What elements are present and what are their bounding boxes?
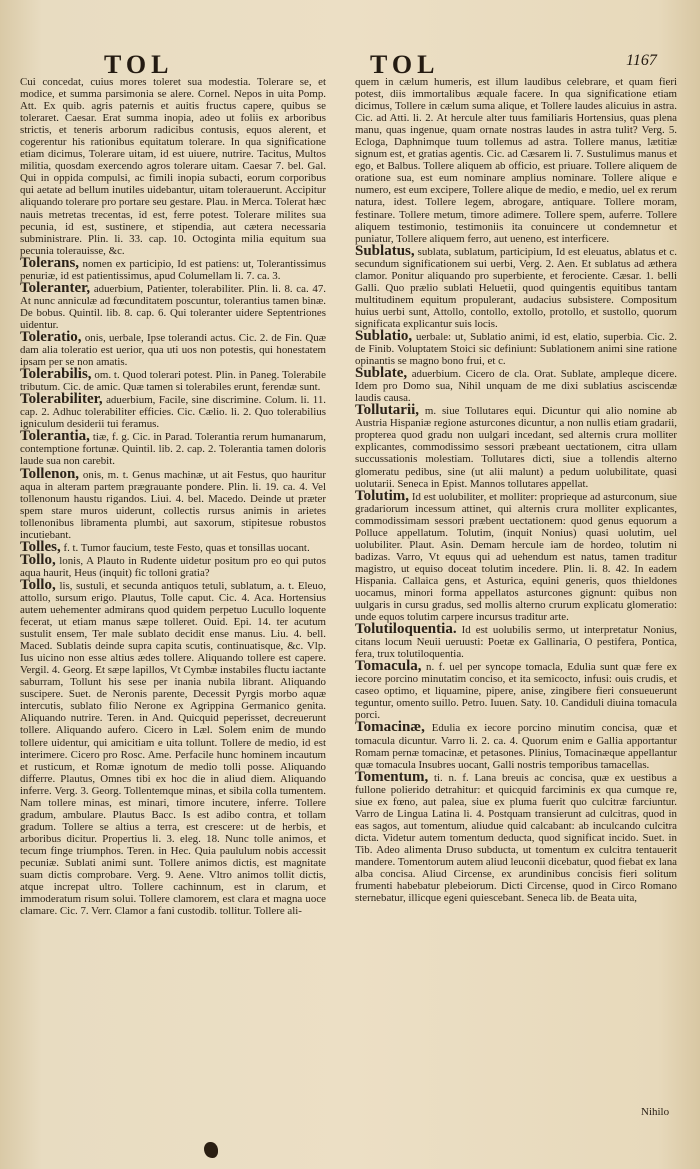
dictionary-entry [20,465,326,541]
entry-headword: Tollo, [20,576,56,593]
dictionary-entry [20,551,326,579]
entry-text: lis, sustuli, et secunda antiquos tetuli, sublatum, a. t. Eleuo, attollo, sursum erigo. Plautus, Tolle caput. Cic. 4. Aca. Hortensius autem uehementer admirans quod quidem perpetuo Lucullo loquente fecerat, ut etiam manus sæpe tolleret. Ouid. Epi. 14. ter acutum sustulit ensem, Ter male sublato decidit ense manus. Liu. 4. bell. Maced. Sublatis deinde supra capita scutis, continuatisque, &c. Vlp. Ius uicino non esse altius ædes tollere. Aliquando tollere est capere. Vergil. 4. Georg. Et sæpe lapillos, Vt Cymbæ instabiles fluctu iactante saburram, Tollunt his sese per inania nubila librant. Aliquando suscipere. Suet. de Neronis parente, Decessit Pyrgis morbo aquæ intercutis, sublato filio Nerone ex Agrippina Germanico genita. Aliquando nutrire. Teren. in And. Quicquid peperisset, decreuerunt tollere. Aliquando aufero. Cicero in Læl. Solem enim de mundo tollere uidentur, qui amicitiam e uita tollunt. Tollere de medio, id est interimere. Cicero pro Rosc. Ame. Perfacile hunc hominem incautum et rusticum, et Romæ ignotum de medio tolli posse. Aliquando differre. Plautus, Omnes tibi ex hoc die in aliud diem. Aliquando inferre. Verg. 3. Georg. Tollentemque minas, et sibila colla tumentem. Nam tollere minas, est minari, timore incutere, inferre. Tollere gradum, ambulare. Plautus Bacc. Is est adibo contra, et tollam gradum. Tollere se altius a terra, est crescere: ut de herbis, et arboribus dicitur. Propertius li. 3. eleg. 18. Nunc tolle animos, et tecum finge triumphos. Teren. in Hec. Quia paululum nobis accessit pecuniæ. Sublati animi sunt. Tollere animos dictis, est magnitate suam dictis comprobare. Verg. 9. Aene. Vltro animos tollit dictis, atque increpat ultro. Tollere cachinnum, est in clarum, et immoderatum risum solui. Tollere clamorem, est clara et magna uoce clamare. Cic. 7. Verr. Clamor a fani custodib. tollitur. Tollere ali- [20,579,326,918]
entry-headword: Tolerabilis, [20,366,92,383]
dictionary-entry [20,393,326,430]
entry-text: uerbale: ut, Sublatio animi, id est, elatio, superbia. Cic. 2. de Finib. Voluptatem Stoici sic definiunt: Sublationem animi sine ratione opinantis se magno bono frui, et c. [355,330,677,368]
dictionary-entry [20,430,326,467]
entry-headword: Tolutiloquentia. [355,621,457,638]
dictionary-entry [355,242,677,330]
entry-text: m. siue Tollutares equi. Dicuntur qui alio nomine ab Austria Hispaniæ regione asturcones dicuntur, a non nullis etiam gradarii, propterea quod gradu non uulgari incedant, sed alternis crura molliter explicantes, commodissimo sessori præbeant uectationem, citra ullam succussationis molestiam. Tollutares dicti, siue a tollendis alterno glomeratu pedibus, sine (ut alii malunt) a pedum uolubilitate, quasi uolutarii. Seneca in Epist. Mannos tollutares appellat. [355,405,677,490]
entry-headword: Toleratio, [20,328,82,345]
entry-text: n. f. uel per syncope tomacla, Edulia sunt quæ fere ex iecore porcino minutatim conciso, et ita semicocto, infusi: ouis crudis, et caseo optimo, et liquamine, pipere, anise, zingibere fieri consueuerunt teguntur, omento suillo. Petro. Iuuen. Saty. 10. Candiduli diuina tomacula porci. [355,661,677,722]
dictionary-entry [355,327,677,368]
entry-headword: Tolles, [20,538,61,555]
entry-headword: Sublate, [355,365,408,382]
entry-text: onis, m. t. Genus machinæ, ut ait Festus, quo hauritur aqua in alteram partem prægrauante pondere. Plin. li. 19. ca. 4. Vel tollenonum haustu rigandos. Liui. 4. bel. Macedo. Deinde ut præter spem stare muros uiderunt, collectis rursus animis in arietes tollenonibus libramenta plumbi, aut saxorum, stipitesue robustos incutiebant. [20,468,326,541]
dictionary-entry [20,576,326,918]
entry-headword: Tollo, [20,551,56,568]
entry-text: lonis, A Plauto in Rudente uidetur positum pro eo qui putos aqua haurit, Heus (inquit) fic tolloni gratia? [20,554,326,579]
entry-headword: Sublatus, [355,242,415,259]
entry-text: Edulia ex iecore porcino minutim concisa, quæ et tomacula dicuntur. Varro li. 2. ca. 4. Quorum enim e Gallia apportantur Romam pernæ tomacinæ, et petasones. Plinius, Tomacinæque appellantur quæ tomacula Insubres uocant, Galli nostris temporibus tamacellas. [355,722,677,771]
dictionary-entry [355,660,677,721]
entry-headword: Tollenon, [20,465,80,482]
ink-blot [204,1142,218,1158]
header-left-word: TOL [104,50,174,79]
entry-text: Cui concedat, cuius mores toleret sua modestia. Tolerare se, et modice, et summa parsimonia se alere. Cornel. Nepos in uita Pomp. Att. Ex quib. agris paternis et auitis fructus capere, quibus se toleraret. Caesar. Erat summa inopia, adeo ut foliis ex arboribus strictis, et teneris arborum radicibus contusis, equos alerent, et cogerentur his rationibus equitatum tolerare. In qua significatione etiam dicimus, Tolerare uitam, id est uiuere, nutrire. Tacitus, Multos militia, quosdam exercendo agros tolerare uitam. Caesar 7. bel. Gal. Qui in oppida compulsi, ac fimili inopia subacti, eorum corporibus qui aetate ad bellum inutiles uidebantur, uitam tolerauerunt. Accipitur aliquando tolerare pro portare seu gestare. Plau. in Merca. Tolerat hæc nauis metretas trecentas, id est, ferre potest. Tolerare milites sua pecunia, id est, sustinere, et stipendia, aut cætera necessaria subministrare. Plin. li. 33. cap. 10. Octoginta milia equitum sua pecunia tolerauisse, &c. [20,76,326,257]
right-column [355,76,677,1096]
entry-headword: Tolerantia, [20,428,90,445]
entry-text: om. t. Quod tolerari potest. Plin. in Paneg. Tolerabile tributum. Cic. de amic. Quæ tamen si tolerabiles erunt, ferendæ sunt. [20,369,326,394]
header-right-word: TOL [370,50,440,79]
entry-text: aduerbium, Patienter, tolerabiliter. Plin. li. 8. ca. 47. At nunc anniculæ ad fœcunditatem poscuntur, tolerantius tamen binæ. De bobus. Quintil. lib. 8. cap. 6. Qui toleranter uidere Septentriones uidentur. [20,282,326,331]
dictionary-entry [355,623,677,660]
dictionary-entry [20,538,326,555]
dictionary-entry [20,328,326,369]
entry-headword: Tomacinæ, [355,719,425,736]
dictionary-entry [355,404,677,489]
left-column [20,76,326,1096]
entry-text: aduerbium, Facile, sine discrimine. Colum. li. 11. cap. 2. Adhuc tolerabiliter efficies. Cic. Cælio. li. 2. Quo tolerabilius igniculum desiderii tui feramus. [20,394,326,431]
entry-headword: Tollutarii, [355,402,420,419]
dictionary-entry [20,76,326,257]
entry-headword: Tomentum, [355,768,429,785]
entry-headword: Toleranter, [20,279,91,296]
page-number: 1167 [626,52,657,69]
entry-headword: Tolerans, [20,254,80,271]
entry-headword: Sublatio, [355,327,413,344]
dictionary-entry [355,76,677,245]
entry-text: Id est uolubilis sermo, ut interpretatur Nonius, citans locum Neuii ueruusti: Poetæ ex Gallinaria, O pestifera, Pontica, fera, trux tolutiloquentia. [355,624,677,661]
dictionary-entry [355,487,677,624]
entry-headword: Tolutim, [355,487,410,504]
entry-text: onis, uerbale, Ipse tolerandi actus. Cic. 2. de Fin. Quæ dam alia toleratio est uerior, qua uti uos non potestis, qui honestatem ipsam per se non amatis. [20,331,326,369]
entry-text: f. t. Tumor faucium, teste Festo, quas et tonsillas uocant. [63,541,310,554]
dictionary-entry [20,279,326,331]
entry-text: tiæ, f. g. Cic. in Parad. Tolerantia rerum humanarum, contemptione fortunæ. Quintil. lib. 2. cap. 2. Tolerantia tamen doloris laude sua non carebit. [20,431,326,468]
entry-text: aduerbium. Cicero de cla. Orat. Sublate, ampleque dicere. Idem pro Domo sua, Nihil unquam de me dixi sublatius asciscendæ laudis causa. [355,368,677,405]
dictionary-entry [355,367,677,404]
running-header [0,44,700,79]
dictionary-entry [355,721,677,770]
entry-text: Id est uolubiliter, et molliter: proprieque ad asturconum, siue gradariorum incessum attinet, qui alternis crura molliter explicantes, commodissimam sessori præbent uectationem: quod genus equorum a Polluce appellatum. Tolutim, (inquit Nonius) quasi uolutim, uel uolubiliter. Plaut. Asin. Demam hercule iam de hordeo, tolutim ni badizas. Varro, Vt equus qui ad uehendum est natus, tamen traditur magistro, ut equiso doceat tolutim incedere. Plin. li. 8. 42. In eadem Hispania. Callaica gens, et Asturica, equini generis, quos thieldones uocamus, minori forma appellatos asturcones gignunt: quibus non uulgaris in cursu gradus, sed mollis alterno crurum explicatu glomeratio: unde equos tolutim carpere incursus traditur arte. [355,490,677,624]
entry-text: quem in cælum humeris, est illum laudibus celebrare, et quam fieri potest, diis immortalibus æquale facere. In qua significatione etiam dicimus, Tollere in cælum suma alique, et Tollere laudes alicuius in astra. Cic. ad Atti. li. 2. At hercule alter tuus familiaris Hortensius, quas plena manu, quas ingenue, quam ornate nostras laudes in astra tulit? Verg. 5. Ecloga, Daphnimque tuum tollemus ad astra. Tollere manus, lætitiæ signum est, et gratias agentis. Cic. ad Cæsarem li. 7. Sustulimus manus et ego, et Balbus. Tollere aliquem ab officio, est priuare. Tollere aliquem de oratione sua, est eum nominare amplius nominare. Tollere alique e numero, est eum excipere, Tollere alique de medio, e medio, uel ex rerum natura, idest. Tollere legem, abrogare, antiquare. Tollere moram, festinare. Tollere metum, timore adimere. Tollere spem, auferre. Tollere aliquem testimonio, testimoniis ita conuincere ut condemnetur et puniatur, Tollere aliquem ferro, aut ueneno, est interficere. [355,76,677,245]
dictionary-entry [20,254,326,282]
dictionary-entry [355,768,677,905]
entry-text: nomen ex participio, Id est patiens: ut, Tolerantissimus penuriæ, id est patientissimus, apud Columellam li. 7. ca. 3. [20,257,326,282]
entry-headword: Tomacula, [355,658,422,675]
entry-text: ti. n. f. Lana breuis ac concisa, quæ ex uestibus a fullone polierido detrahitur: et quicquid farciminis ex qua cumque re, siue ex fœno, aut palea, siue ex pluma fuerit quo culcitræ farciuntur. Varro de Lingua Latina li. 4. Postquam transierunt ad culcitras, quod in eas sagos, aut tomentum, aliudue quid calcabant: ab inculcando culcitra dicta. Videtur autem tomentum deducta, quod significat incido. Suet. in Tib. Adeo alimenta Druso subducta, ut tomentum ex culcitra tentauerit mandere. Tomentorum autem aliud leuconii dicebatur, quod fiebat ex lana alba concisa. Aliud Circense, ex arundinibus concisis fieri solitum frumenti habebatur plebeiorum. Dicti Circense, quod in Circo Romano sternebatur, illicque egeni quiescebant. Seneca lib. de Beata uita, [355,771,677,905]
entry-headword: Tolerabiliter, [20,391,103,408]
catchword: Nihilo [641,1106,670,1118]
dictionary-entry [20,368,326,393]
entry-text: sublata, sublatum, participium, Id est eleuatus, ablatus et c. secundum significationem sui uerbi, Verg. 2. Aen. Et sublatus ad æthera clamor. Ponitur aliquando pro superbiente, et ferociente. Cæsar. 1. belli Galli. Quo prælio sublati Heluetii, quod quingentis equitibus tantam multitudinem equitum propulerant, audacius subsistere. Compositum huius uerbi sunt, Attollo, contollo, extollo, protollo, et sustollo, quorum significata explicantur suis locis. [355,245,677,330]
